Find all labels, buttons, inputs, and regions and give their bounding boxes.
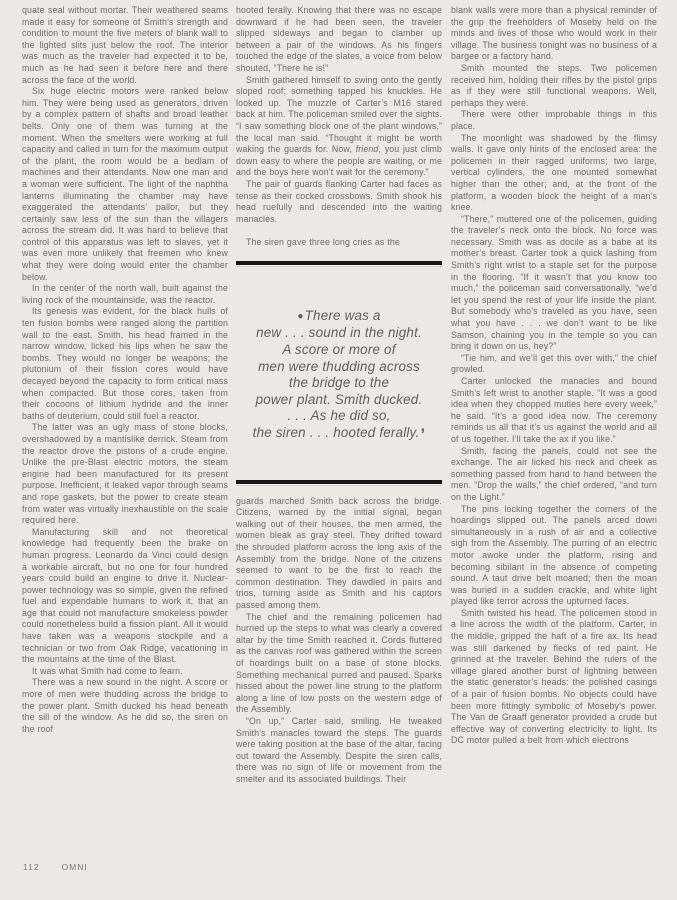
quote-close-mark: ’ [420, 425, 426, 445]
paragraph: Smith gathered himself to swing onto the gently sloped roof; something tapped his knuckles. He looked up. The muzzle of Carter’s M16 stared back at him. The policeman smiled over the sights. “I saw something block one of the plant windows,” the local man said. “Thought it might be worth waking the guards for. Now, friend, you just climb down easy to where the people are waiting, or me and the boys here won’t wait for the ceremony.” [236, 74, 442, 178]
paragraph: In the center of the north wall, built against the living rock of the mountainside, was the reactor. [22, 283, 228, 305]
paragraph: It was what Smith had come to learn. [32, 665, 183, 676]
paragraph: “There,” muttered one of the policemen, guiding the traveler’s neck onto the block. No force was necessary. Smith was as docile as a babe at its mother’s breast. Carter took a quick lashing from Smith’s right wrist to a staple set for the purpose in the flooring. “If it wasn’t that you know too much,” the policeman said conversationally, “we’d let you spend the rest of your life inside the plant. But somebody who’s traveled as you have, seen what you have . . . we don’t want to be like Samson, chaining you in the temple so you can bring it down on us, hey?” [451, 213, 657, 352]
text-column-3 [451, 5, 657, 887]
paragraph: The siren gave three long cries as the [246, 237, 400, 248]
quote-open-bullet: ● [297, 310, 304, 322]
paragraph: The moonlight was shadowed by the flimsy walls. It gave only hints of the enclosed area: the policemen in their ragged uniforms; two large, vertical cylinders, the one mounted somewhat higher than the other; and, at the front of the platform, a wooden block the height of a man’s knee. [451, 132, 657, 213]
paragraph: Manufacturing skill and not theoretical knowledge had frequently been the brake on human progress. Leonardo da Vinci could design a workable aircraft, but no one for four hundred years could build an engine to drive it. Nuclear-power technology was so simple, given the refined fuel and expendable humans to work it, that an age that could not manufacture smokeless powder could nonetheless build a fission plant. All it would have taken was a weapons stockpile and a technician or two from Oak Ridge, vacationing in the mountains at the time of the Blast. [22, 526, 228, 665]
paragraph: The chief and the remaining policemen had hurried up the steps to what was clearly a covered altar by the time Smith reached it. Cords fluttered as the canvas roof was gathered within the screen of hoardings built on a base of stone blocks. Something mechanical purred and paused. Sparks hissed about the power line strung to the platform along a line of low posts on the western edge of the Assembly. [236, 611, 442, 715]
paragraph: hooted ferally. Knowing that there was no escape downward if he had been seen, the traveler slipped sideways and began to clamber up between a pair of the windows. As his fingers touched the edge of the slates, a voice from below shouted, “There he is!” [236, 5, 442, 73]
paragraph: Its genesis was evident, for the black hulls of ten fusion bombs were ranged along the partition wall to the east. Smith, his head framed in the narrow window, licked his lips when he saw the bombs. They would no longer be weapons; the plutonium of their fission cores would have decayed beyond the capacity to form critical mass when compacted. But those cores, taken from their cocoons of lithium hydride and the inner baths of deuterium, could still fuel a reactor. [22, 306, 228, 421]
paragraph: Carter unlocked the manacles and bound Smith’s left wrist to another staple. “It was a good idea when they chopped muties here every week,” he said. “It’s a good idea now. The ceremony reminds us all that it’s us against the world and all of us together. I’ll take the ax if you like.” [451, 376, 657, 444]
paragraph: quate seal without mortar. Their weathered seams made it easy for someone of Smith’s strength and condition to mount the five meters of blank wall to the lighted slits just below the roof. The interior was much as the traveler had expected it to be, much as he had seen it before here and there across the face of the world. [22, 5, 228, 85]
paragraph: Smith mounted the steps. Two policemen received him, holding their rifles by the pistol grips as if they were still functional weapons. Well, perhaps they were. [451, 62, 657, 108]
text-column-1 [22, 5, 228, 887]
paragraph: blank walls were more than a physical reminder of the grip the freeholders of Moseby held on the minds and lives of those who would work in their village. The business tonight was no business of a bargee or a factory hand. [451, 5, 657, 62]
paragraph: “On up,” Carter said, smiling. He tweaked Smith’s manacles toward the steps. The guards were taking position at the base of the altar, facing out toward the Assembly. Despite the siren calls, there was no sign of life or movement from the smelter and its associated buildings. Their [236, 715, 442, 784]
paragraph: Six huge electric motors were ranked below him. They were being used as generators, driven by a complex pattern of shafts and broad leather belts. Only one of them was turning at the moment. When the smelters were working at full capacity and called in turn for the maximum output of the plant, the room would be a bedlam of machines and their attendants. Now one man and a woman were sufficient. The light of the naphtha lanterns illuminating the chamber may have exaggerated the attendants’ pallor, but they certainly saw less of the sun than the villagers across the stream did. It was hard to believe that control of this apparatus was left to slaves, yet it was even more unlikely that freemen who knew what they were doing would enter the chamber below. [22, 86, 228, 282]
paragraph: “Tie him, and we’ll get this over with,” the chief growled. [451, 352, 657, 375]
pull-quote: ●There was a new . . . sound in the night. A score or more of men were thudding across the bridge to the power plant. Smith ducked. . . . As he did so, the siren . . . hooted ferally.’ [252, 307, 426, 445]
paragraph: The pins locking together the corners of the hoardings slipped out. The panels arced down simultaneously in a rush of air and a collective sigh from the Assembly. The purring of an electric motor awoke under the platform, rising and becoming sibilant in the absence of competing sound. A taut drive belt moaned; then the moan was buried in a sudden crackle, and white light played like terror across the upturned faces. [451, 503, 657, 607]
paragraph: There was a new sound in the night. A score or more of men were thudding across the bridge to the power plant. Smith ducked his head beneath the sill of the window. As he did so, the siren on the roof [22, 677, 228, 734]
magazine-name: OMNI [61, 862, 88, 872]
section-rule [236, 480, 442, 484]
text-column-2 [236, 5, 442, 887]
paragraph: Smith, facing the panels, could not see the exchange. The air licked his neck and cheek as something passed from hand to hand between the men. “Drop the walls,” the chief ordered, “and turn on the Light.” [451, 445, 657, 502]
page-number: 112 [23, 862, 40, 872]
paragraph: guards marched Smith back across the bridge. Citizens, warned by the initial signal, began walking out of their houses, the men armed, the women bleak as gray steel. They drifted toward the shrouded platform across the long axis of the Assembly from the bridge. None of the citizens seemed to want to be the first to reach the common destination. They dawdled in pairs and trios, turning aside as Smith and his captors passed among them. [236, 495, 442, 610]
page-footer [23, 862, 88, 872]
paragraph: Smith twisted his head. The policemen stood in a line across the width of the platform. Carter, in the middle, gripped the haft of a fire ax. Its head was still darkened by flecks of red paint. He grinned at the traveler. Behind the rulers of the village glared another burst of lightning between the static generator’s heads: the polished casings of a pair of fusion bombs. No objects could have been more fittingly symbolic of Moseby’s power. The Van de Graaff generator provided a crude but effective way of converting electricity to light. Its DC motor pulled a belt from which electrons [451, 607, 657, 746]
paragraph: The pair of guards flanking Carter had faces as tense as their cocked crossbows. Smith shook his head ruefully and descended into the waiting manacles. [236, 178, 442, 224]
paragraph: The latter was an ugly mass of stone blocks, overshadowed by a mantislike derrick. Steam from the reactor drove the pistons of a crude engine. Unlike the pre-Blast electric motors, the steam engine had been manufactured for its present purpose. Inefficient, it leaked vapor through seams and rope gaskets, but the power to create steam from water was virtually inexhaustible on the scale required here. [22, 422, 228, 526]
section-rule [236, 261, 442, 265]
paragraph: There were other improbable things in this place. [451, 109, 657, 131]
